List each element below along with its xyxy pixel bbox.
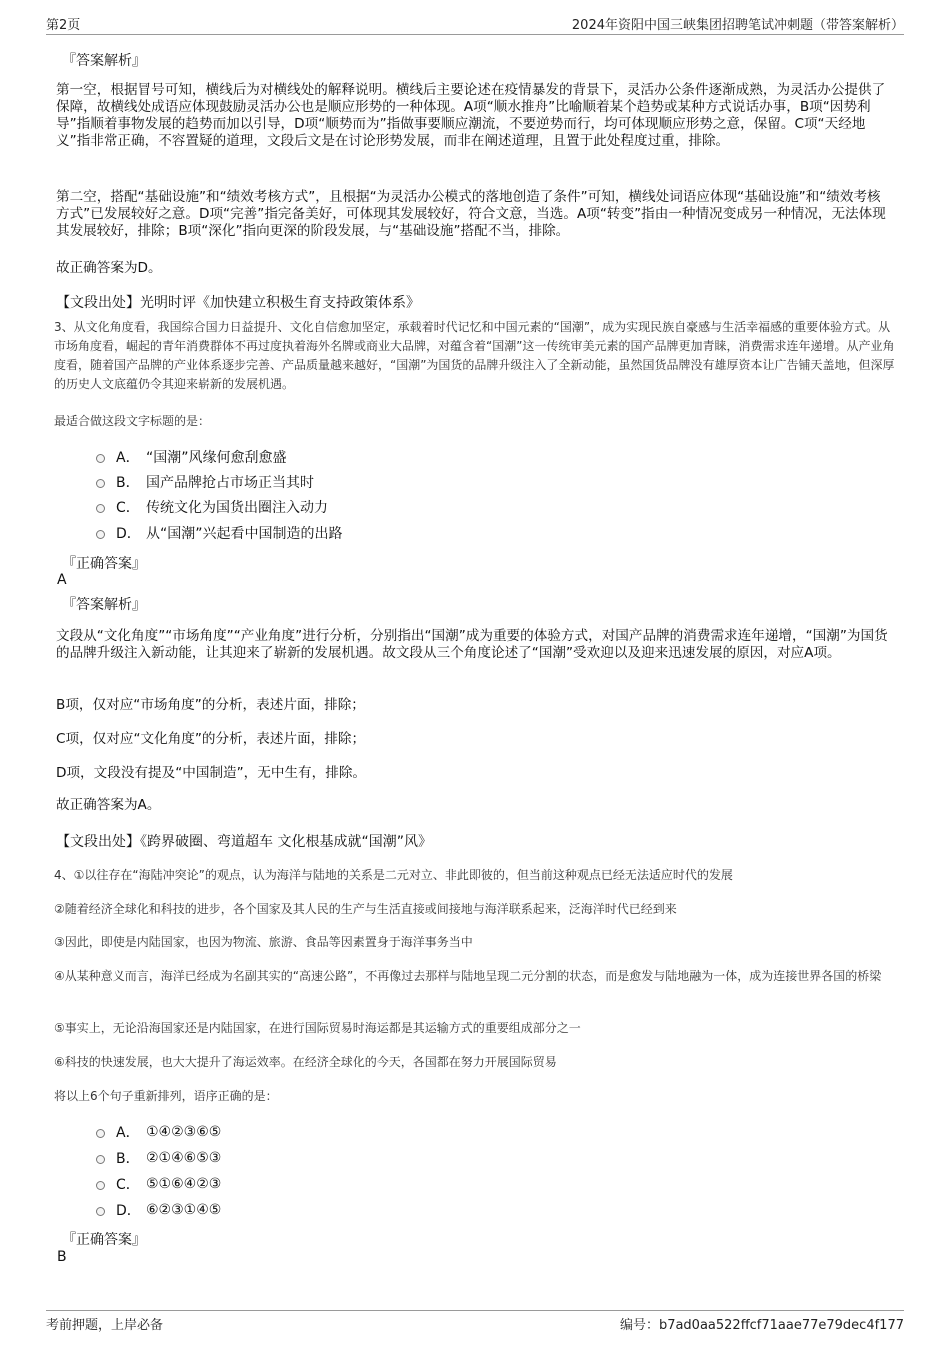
q3-answer-tag: 『正确答案』 (62, 556, 146, 572)
page-footer (46, 1310, 904, 1334)
q3-analysis-tag: 『答案解析』 (62, 597, 146, 613)
q4-answer-tag: 『正确答案』 (62, 1232, 146, 1248)
q2-analysis-tag: 『答案解析』 (62, 53, 146, 69)
q4-answer: B (57, 1249, 67, 1265)
page-number: 第2页 (46, 18, 81, 33)
q3-conclusion: 故正确答案为A。 (56, 797, 161, 813)
q2-source: 【文段出处】光明时评《加快建立积极生育支持政策体系》 (56, 295, 420, 311)
q3-option-a[interactable]: A． “国潮”风缘何愈刮愈盛 (96, 447, 287, 467)
q4-sentence-3: ③因此，即使是内陆国家，也因为物流、旅游、食品等因素置身于海洋事务当中 (54, 935, 473, 949)
q3-analysis-paragraph-4: D项，文段没有提及“中国制造”，无中生有，排除。 (56, 765, 367, 781)
q3-prompt: 最适合做这段文字标题的是： (54, 414, 211, 428)
q4-option-d[interactable]: D． ⑥②③①④⑤ (96, 1200, 221, 1220)
q4-option-b[interactable]: B． ②①④⑥⑤③ (96, 1148, 221, 1168)
q3-analysis-paragraph-3: C项，仅对应“文化角度”的分析，表述片面，排除； (56, 731, 366, 747)
radio-button[interactable] (96, 530, 105, 539)
page-header (46, 14, 904, 35)
q2-analysis-paragraph-2: 第二空，搭配“基础设施”和“绩效考核方式”，且根据“为灵活办公模式的落地创造了条件”可知，横线处词语应体现“基础设施”和“绩效考核方式”已发展较好之意。D项“完善”指完备美好，可体现其发展较好，符合文意，当选。A项“转变”指由一种情况变成另一种情况，无法体现其发展较好，排除；B项“深化”指向更深的阶段发展，与“基础设施”搭配不当，排除。 (56, 189, 886, 239)
radio-button[interactable] (96, 1207, 105, 1216)
radio-button[interactable] (96, 479, 105, 488)
q4-sentence-5: ⑤事实上，无论沿海国家还是内陆国家，在进行国际贸易时海运都是其运输方式的重要组成部分之一 (54, 1021, 581, 1035)
footer-slogan: 考前押题，上岸必备 (46, 1318, 164, 1333)
q3-source: 【文段出处】《跨界破圈、弯道超车 文化根基成就“国潮”风》 (56, 834, 432, 850)
q2-conclusion: 故正确答案为D。 (56, 260, 162, 276)
document-code: 编号：b7ad0aa522ffcf71aae77e79dec4f177 (619, 1318, 904, 1333)
q3-option-b[interactable]: B． 国产品牌抢占市场正当其时 (96, 472, 314, 492)
q3-stem: 3、从文化角度看，我国综合国力日益提升、文化自信愈加坚定，承载着时代记忆和中国元素的“国潮”，成为实现民族自豪感与生活幸福感的重要体验方式。从市场角度看，崛起的青年消费群体不再过度执着海外名牌或商业大品牌，对蕴含着“国潮”这一传统审美元素的国产品牌更加青睐，消费需求连年递增。从产业角度看，随着国产品牌的产业体系逐步完善、产品质量越来越好，“国潮”为国货的品牌升级注入了全新动能，虽然国货品牌没有雄厚资本让广告铺天盖地，但深厚的历史人文底蕴仍令其迎来崭新的发展机遇。 (54, 320, 895, 391)
q4-sentence-1: 4、①以往存在“海陆冲突论”的观点，认为海洋与陆地的关系是二元对立、非此即彼的，但当前这种观点已经无法适应时代的发展 (54, 868, 733, 882)
q4-sentence-6: ⑥科技的快速发展，也大大提升了海运效率。在经济全球化的今天，各国都在努力开展国际贸易 (54, 1055, 557, 1069)
q3-option-d[interactable]: D． 从“国潮”兴起看中国制造的出路 (96, 523, 343, 543)
q3-answer: A (57, 572, 67, 588)
document-title: 2024年资阳中国三峡集团招聘笔试冲刺题（带答案解析） (571, 18, 904, 33)
q4-prompt: 将以上6个句子重新排列，语序正确的是： (54, 1089, 278, 1103)
q4-sentence-2: ②随着经济全球化和科技的进步，各个国家及其人民的生产与生活直接或间接地与海洋联系起来，泛海洋时代已经到来 (54, 902, 677, 916)
q3-analysis-paragraph-1: 文段从“文化角度”“市场角度”“产业角度”进行分析，分别指出“国潮”成为重要的体验方式，对国产品牌的消费需求连年递增，“国潮”为国货的品牌升级注入新动能，让其迎来了崭新的发展机遇。故文段从三个角度论述了“国潮”受欢迎以及迎来迅速发展的原因，对应A项。 (56, 628, 888, 661)
q4-sentence-4: ④从某种意义而言，海洋已经成为名副其实的“高速公路”，不再像过去那样与陆地呈现二元分割的状态，而是愈发与陆地融为一体，成为连接世界各国的桥梁 (54, 969, 882, 983)
radio-button[interactable] (96, 454, 105, 463)
q4-option-c[interactable]: C． ⑤①⑥④②③ (96, 1174, 221, 1194)
q4-option-a[interactable]: A． ①④②③⑥⑤ (96, 1122, 221, 1142)
radio-button[interactable] (96, 504, 105, 513)
radio-button[interactable] (96, 1181, 105, 1190)
radio-button[interactable] (96, 1129, 105, 1138)
q3-option-c[interactable]: C． 传统文化为国货出圈注入动力 (96, 497, 328, 517)
q2-analysis-paragraph-1: 第一空，根据冒号可知，横线后为对横线处的解释说明。横线后主要论述在疫情暴发的背景下，灵活办公条件逐渐成熟，为灵活办公提供了保障，故横线处成语应体现鼓励灵活办公也是顺应形势的一种体现。A项“顺水推舟”比喻顺着某个趋势或某种方式说话办事，B项“因势利导”指顺着事物发展的趋势而加以引导，D项“顺势而为”指做事要顺应潮流，不要逆势而行，均可体现顺应形势之意，保留。C项“天经地义”指非常正确，不容置疑的道理，文段后文是在讨论形势发展，而非在阐述道理，且置于此处程度过重，排除。 (56, 82, 886, 149)
radio-button[interactable] (96, 1155, 105, 1164)
q3-analysis-paragraph-2: B项，仅对应“市场角度”的分析，表述片面，排除； (56, 697, 365, 713)
